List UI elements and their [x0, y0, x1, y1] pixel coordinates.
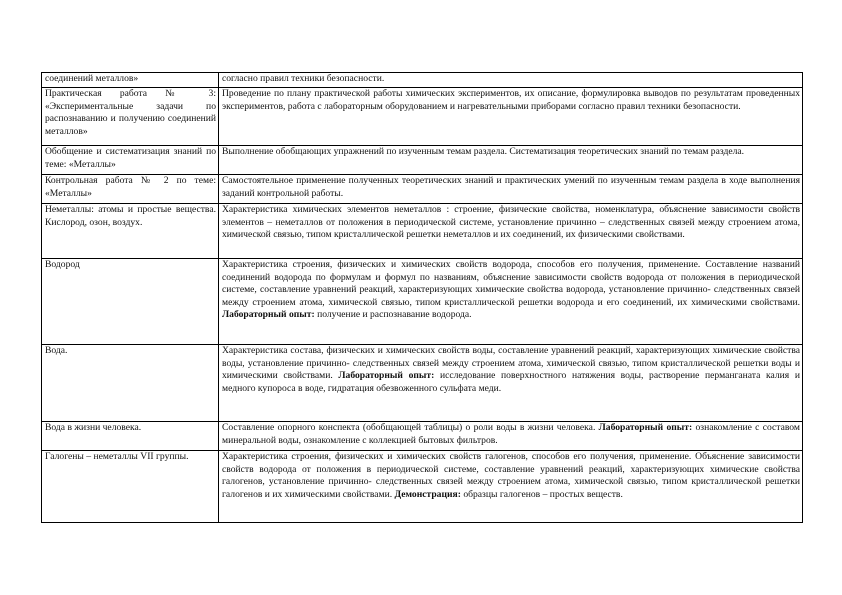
description-text: Составление опорного конспекта (обобщающей таблицы) о роли воды в жизни человека.: [222, 422, 599, 433]
topic-cell: [42, 345, 219, 422]
description-cell: [219, 422, 803, 451]
description-cell: [219, 88, 803, 146]
lesson-plan-table: [41, 72, 803, 523]
description-text: Самостоятельное применение полученных теоретических знаний и практических умений по изученным темам раздела в ходе выполнения заданий контрольной работы.: [222, 175, 800, 199]
topic-cell: [42, 175, 219, 204]
description-cell: [219, 345, 803, 422]
topic-text: Неметаллы: атомы и простые вещества. Кислород, озон, воздух.: [45, 204, 216, 228]
description-text: Характеристика состава, физических и химических свойств воды, составление уравнений реакций, характеризующих химические свойства воды, установление причинно- следственных связей между строением атома, химической связью, типом кристаллической решетки воды и химическими свойствами.: [222, 345, 800, 382]
description-text: Характеристика строения, физических и химических свойств водорода, способов его получения, применение. Составление названий соединений водорода по формулам и формул по названиям, объяснение зависимости свойств водорода от положения в периодической системе, составление уравнений реакций, характеризующих химические свойства водорода, установление причинно- следственных связей между строением атома, химической связью, типом кристаллической решетки водорода и его соединений, их химическими свойствами.: [222, 259, 800, 308]
topic-text: соединений металлов»: [45, 73, 139, 84]
topic-cell: [42, 422, 219, 451]
topic-cell: [42, 259, 219, 345]
topic-cell: [42, 88, 219, 146]
lab-label: Лабораторный опыт:: [598, 422, 693, 433]
table-row: [42, 259, 803, 345]
lab-label: Лабораторный опыт:: [338, 370, 435, 382]
table-row: [42, 146, 803, 175]
description-text: Проведение по плану практической работы химических экспериментов, их описание, формулировка выводов по результатам проведенных экспериментов, работа с лабораторным оборудованием и нагревательными приборами согласно правил техники безопасности.: [222, 88, 800, 112]
topic-text: Вода в жизни человека.: [45, 422, 142, 433]
description-cell: [219, 451, 803, 523]
description-cell: [219, 146, 803, 175]
topic-text: Обобщение и систематизация знаний по теме: «Металлы»: [45, 146, 216, 170]
description-cell: [219, 259, 803, 345]
table-row: [42, 451, 803, 523]
lab-text: образцы галогенов – простых веществ.: [460, 488, 623, 500]
table-row: [42, 204, 803, 259]
table-row: [42, 345, 803, 422]
topic-text: Галогены – неметаллы VII группы.: [45, 451, 189, 462]
table-row: [42, 175, 803, 204]
topic-text: Вода.: [45, 345, 68, 356]
lab-label: Демонстрация:: [394, 488, 461, 500]
topic-text: Водород: [45, 259, 80, 270]
lab-text: получение и распознавание водорода.: [314, 309, 472, 321]
topic-text: Контрольная работа № 2 по теме: «Металлы»: [45, 175, 216, 199]
description-text: Выполнение обобщающих упражнений по изученным темам раздела. Систематизация теоретических знаний по темам раздела.: [222, 146, 745, 157]
topic-cell: [42, 451, 219, 523]
description-cell: [219, 73, 803, 88]
topic-text: Практическая работа № 3: «Экспериментальные задачи по распознаванию и получению соединений металлов»: [45, 88, 216, 137]
description-text: согласно правил техники безопасности.: [222, 73, 385, 84]
topic-cell: [42, 73, 219, 88]
table-row: [42, 422, 803, 451]
topic-cell: [42, 204, 219, 259]
description-cell: [219, 175, 803, 204]
lab-text: ознакомление с составом минеральной воды, ознакомление с коллекцией бытовых фильтров.: [222, 422, 800, 446]
table-row: [42, 73, 803, 88]
topic-cell: [42, 146, 219, 175]
description-text: Характеристика химических элементов неметаллов : строение, физические свойства, номенклатура, объяснение зависимости свойств элементов – неметаллов от положения в периодической системе, установление причинно – следственных связей между строением атома, химической связью, типом кристаллической решетки неметаллов и их соединений, их физическими свойствами.: [222, 204, 800, 241]
description-text: Характеристика строения, физических и химических свойств галогенов, способов его получения, применение. Объяснение зависимости свойств водорода от положения в периодической системе, составление уравнений реакций, характеризующих химические свойства галогенов, установление причинно- следственных связей между строением атома, химической связью, типом кристаллической решетки галогенов и их химическими свойствами.: [222, 451, 800, 500]
description-cell: [219, 204, 803, 259]
table-row: [42, 88, 803, 146]
lab-label: Лабораторный опыт:: [222, 309, 315, 321]
lab-text: исследование поверхностного натяжения воды, растворение перманганата калия и медного купороса в воде, гидратация обезвоженного сульфата меди.: [222, 370, 800, 394]
